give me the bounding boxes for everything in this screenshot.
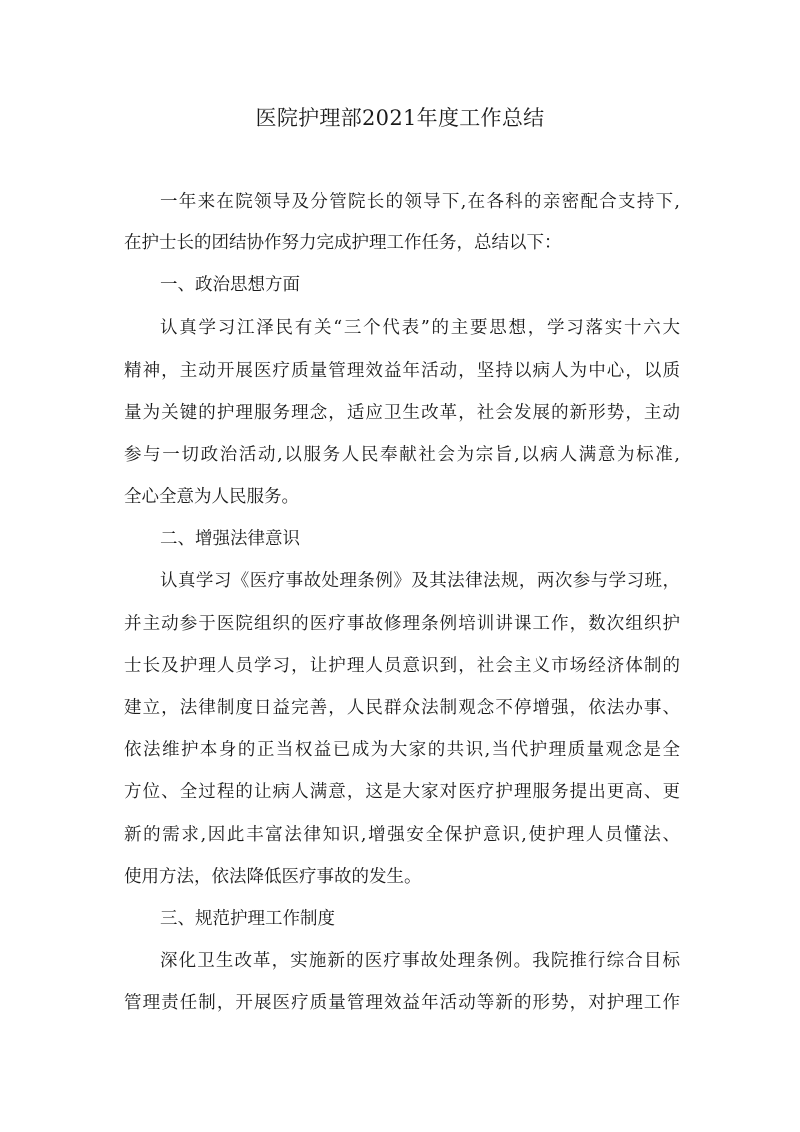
paragraph-line: 方位、全过程的让病人满意，这是大家对医疗护理服务提出更高、更	[124, 782, 680, 802]
section-heading: 一、政治思想方面	[160, 275, 300, 295]
section-heading: 三、规范护理工作制度	[160, 909, 335, 929]
paragraph-line: 依法维护本身的正当权益已成为大家的共识,当代护理质量观念是全	[124, 740, 680, 760]
paragraph-line: 认真学习《医疗事故处理条例》及其法律法规，两次参与学习班，	[160, 571, 680, 591]
paragraph-line: 深化卫生改革，实施新的医疗事故处理条例。我院推行综合目标	[160, 951, 680, 971]
document-title: 医院护理部2021年度工作总结	[255, 106, 545, 130]
paragraph-line: 量为关键的护理服务理念，适应卫生改革，社会发展的新形势，主动	[124, 403, 680, 423]
section-heading: 二、增强法律意识	[160, 529, 300, 549]
paragraph-line: 新的需求,因此丰富法律知识,增强安全保护意识,使护理人员懂法、	[124, 825, 680, 845]
paragraph-line: 建立，法律制度日益完善，人民群众法制观念不停增强，依法办事、	[124, 698, 680, 718]
paragraph-line: 并主动参于医院组织的医疗事故修理条例培训讲课工作，数次组织护	[124, 614, 680, 634]
paragraph-line: 一年来在院领导及分管院长的领导下,在各科的亲密配合支持下,	[160, 192, 680, 212]
paragraph-line: 在护士长的团结协作努力完成护理工作任务，总结以下：	[124, 233, 562, 253]
paragraph-line: 参与一切政治活动,以服务人民奉献社会为宗旨,以病人满意为标准,	[124, 445, 680, 465]
paragraph-line: 士长及护理人员学习，让护理人员意识到，社会主义市场经济体制的	[124, 656, 680, 676]
paragraph-line: 管理责任制，开展医疗质量管理效益年活动等新的形势，对护理工作	[124, 993, 680, 1013]
paragraph-line: 全心全意为人民服务。	[124, 487, 299, 507]
paragraph-line: 精神，主动开展医疗质量管理效益年活动，坚持以病人为中心，以质	[124, 361, 680, 381]
paragraph-line: 使用方法，依法降低医疗事故的发生。	[124, 867, 422, 887]
paragraph-line: 认真学习江泽民有关“三个代表”的主要思想，学习落实十六大	[160, 318, 680, 338]
